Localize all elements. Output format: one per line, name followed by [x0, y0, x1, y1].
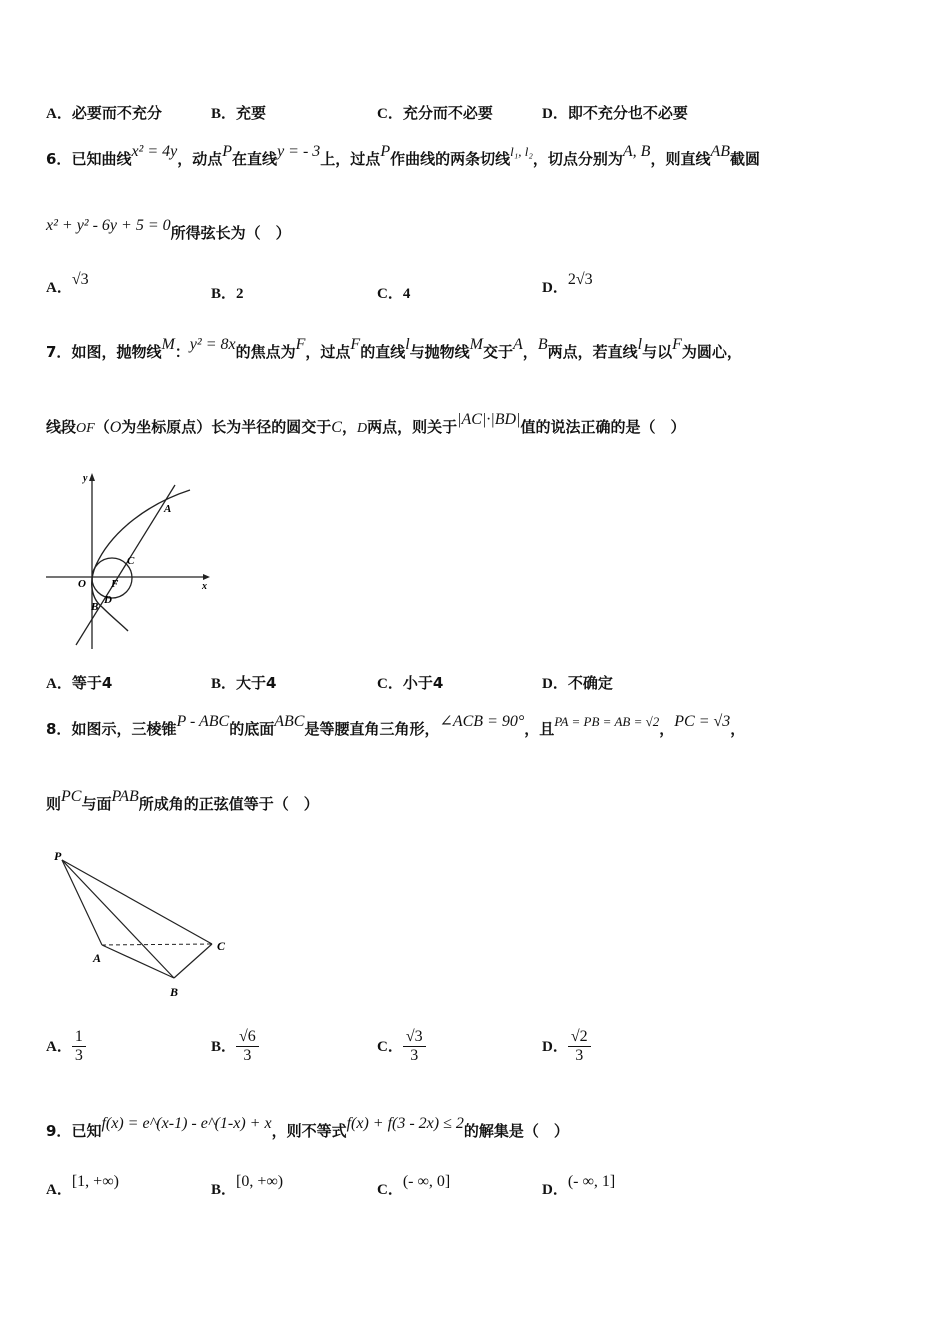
label-d: D [104, 594, 112, 606]
option-label: B． [211, 1039, 237, 1055]
stem-text: 已知 [71, 1122, 102, 1140]
math-pyramid: P - ABC [176, 713, 230, 730]
q6-stem-line2 [46, 217, 291, 243]
math-pc: PC [61, 788, 82, 805]
question-number: 7． [46, 343, 72, 361]
label-x: x [202, 581, 207, 592]
stem-text: 两点，则关于 [367, 418, 458, 436]
stem-text: 的底面 [229, 720, 275, 738]
q6-option-d[interactable] [542, 271, 593, 297]
stem-text: （ [94, 418, 110, 436]
stem-text: ： [174, 343, 190, 361]
option-label: D． [542, 1182, 568, 1198]
stem-text: 所得弦长为（ ） [170, 224, 291, 242]
q8-option-b[interactable] [211, 1028, 259, 1065]
math-function: f(x) = e^(x-1) - e^(1-x) + x [101, 1115, 272, 1132]
option-label: A． [46, 280, 72, 296]
stem-text: 交于 [483, 343, 514, 361]
label-o: O [78, 578, 86, 590]
label-a: A [164, 503, 172, 515]
edge-pc [62, 860, 212, 944]
question-number: 6． [46, 150, 72, 168]
option-label: A． [46, 1182, 72, 1198]
option-text: 等于4 [71, 674, 113, 692]
math-b: B [537, 336, 548, 353]
parabola-curve [92, 490, 190, 631]
stem-text: 与面 [81, 795, 112, 813]
option-label: C． [377, 106, 403, 122]
option-text: 小于4 [402, 674, 444, 692]
stem-text: 如图示，三棱锥 [71, 720, 177, 738]
stem-text: 已知曲线 [71, 150, 132, 168]
math-c: C [331, 419, 342, 436]
math-ab-line: AB [710, 143, 730, 160]
q6-stem-line1 [46, 143, 761, 169]
option-label: D． [542, 676, 568, 692]
option-label: B． [211, 286, 237, 302]
numerator: √6 [236, 1028, 259, 1047]
math-f: F [295, 336, 306, 353]
denominator: 3 [410, 1047, 419, 1064]
fraction [72, 1028, 86, 1065]
label-y: y [83, 473, 88, 484]
q5-option-a[interactable] [46, 102, 162, 123]
math-of: OF [76, 421, 95, 436]
math-d: D [356, 421, 368, 436]
math-line: y = - 3 [277, 143, 321, 160]
q7-option-d[interactable] [542, 672, 613, 693]
q7-stem-line1 [46, 336, 742, 362]
math-curve: x² = 4y [131, 143, 178, 160]
option-value: √3 [71, 271, 89, 288]
q8-option-c[interactable] [377, 1028, 426, 1065]
q6-option-a[interactable] [46, 271, 89, 297]
option-label: A． [46, 676, 72, 692]
q8-stem-line2 [46, 788, 319, 814]
option-value: 2 [236, 286, 244, 302]
q5-option-b[interactable] [211, 102, 266, 123]
math-pab: PAB [111, 788, 139, 805]
option-value: 2√3 [567, 271, 593, 288]
math-p: P [380, 143, 391, 160]
math-f: F [350, 336, 361, 353]
q8-figure [44, 840, 244, 1005]
option-label: C． [377, 1039, 403, 1055]
math-angle: ∠ACB = 90° [439, 713, 525, 730]
option-value: (- ∞, 1] [567, 1173, 616, 1190]
stem-text: ，动点 [177, 150, 223, 168]
stem-text: 的焦点为 [235, 343, 296, 361]
edge-pb [62, 860, 174, 978]
stem-text: ， [522, 343, 538, 361]
option-text: 不确定 [567, 674, 613, 692]
q7-figure [40, 465, 220, 655]
stem-text: ，过点 [305, 343, 351, 361]
option-text: 充分而不必要 [402, 104, 493, 122]
stem-text: 为坐标原点）长为半径的圆交于 [121, 418, 332, 436]
edge-pa [62, 860, 102, 945]
y-axis-arrow [89, 473, 95, 481]
q6-option-b[interactable] [211, 282, 244, 303]
stem-text: ，切点分别为 [532, 150, 623, 168]
option-label: B． [211, 1182, 237, 1198]
stem-text: 在直线 [232, 150, 278, 168]
edge-bc [174, 944, 212, 978]
stem-text: 值的说法正确的是（ ） [520, 418, 686, 436]
q7-option-b[interactable] [211, 672, 276, 693]
label-c: C [127, 555, 135, 567]
label-b: B [91, 601, 99, 613]
stem-text: 两点，若直线 [547, 343, 638, 361]
x-axis-arrow [203, 574, 210, 580]
option-label: C． [377, 286, 403, 302]
stem-text: 作曲线的两条切线 [390, 150, 511, 168]
q5-option-d[interactable] [542, 102, 688, 123]
q7-option-c[interactable] [377, 672, 443, 693]
stem-text: ，则直线 [650, 150, 711, 168]
stem-text: 的直线 [360, 343, 406, 361]
option-label: A． [46, 1039, 72, 1055]
numerator: √3 [403, 1028, 426, 1047]
math-parabola: y² = 8x [189, 336, 236, 353]
math-p: P [222, 143, 233, 160]
stem-text: 是等腰直角三角形， [304, 720, 440, 738]
q7-option-a[interactable] [46, 672, 112, 693]
q5-option-c[interactable] [377, 102, 493, 123]
denominator: 3 [74, 1047, 83, 1064]
math-l: l [637, 336, 643, 353]
option-label: C． [377, 676, 403, 692]
fraction [568, 1028, 591, 1065]
math-f: F [672, 336, 682, 353]
stem-text: 上，过点 [320, 150, 381, 168]
q9-option-c[interactable] [377, 1173, 451, 1199]
stem-text: 与抛物线 [409, 343, 470, 361]
numerator: 1 [72, 1028, 86, 1047]
option-label: C． [377, 1182, 403, 1198]
q8-stem-line1 [46, 713, 746, 739]
option-text: 即不充分也不必要 [567, 104, 688, 122]
q9-option-b[interactable] [211, 1173, 284, 1199]
math-lengths: PA = PB = AB = √2 [554, 714, 660, 729]
q9-option-d[interactable] [542, 1173, 616, 1199]
math-tangents: l₁, l₂ [510, 144, 533, 159]
math-pc: PC = √3 [674, 713, 731, 730]
option-label: D． [542, 280, 568, 296]
denominator: 3 [243, 1047, 252, 1064]
stem-text: 截圆 [730, 150, 761, 168]
question-number: 9． [46, 1122, 72, 1140]
stem-text: ， [730, 720, 746, 738]
stem-text: 与以 [642, 343, 673, 361]
q8-option-d[interactable] [542, 1028, 591, 1065]
math-inequality: f(x) + f(3 - 2x) ≤ 2 [346, 1115, 464, 1132]
stem-text: ， [659, 720, 675, 738]
edge-ac-hidden [102, 944, 212, 945]
edge-ab [102, 945, 174, 978]
fraction [403, 1028, 426, 1065]
label-b: B [170, 985, 179, 999]
math-a: A [513, 336, 523, 353]
q9-option-a[interactable] [46, 1173, 119, 1199]
option-label: D． [542, 106, 568, 122]
math-ab: A, B [622, 143, 651, 160]
stem-text: ，且 [524, 720, 555, 738]
q6-option-c[interactable] [377, 282, 410, 303]
label-c: C [217, 939, 226, 953]
stem-text: 为圆心， [681, 343, 742, 361]
label-a: A [93, 951, 102, 965]
math-l: l [405, 336, 410, 353]
math-m: M [161, 336, 175, 353]
stem-text: 线段 [46, 418, 77, 436]
math-product: |AC|·|BD| [457, 411, 521, 428]
stem-text: 如图，抛物线 [71, 343, 162, 361]
math-circle: x² + y² - 6y + 5 = 0 [46, 217, 171, 234]
option-label: B． [211, 676, 237, 692]
question-number: 8． [46, 720, 72, 738]
option-value: [0, +∞) [236, 1173, 284, 1190]
option-label: B． [211, 106, 237, 122]
option-value: 4 [402, 286, 411, 302]
stem-text: 的解集是（ ） [463, 1122, 569, 1140]
stem-text: ，则不等式 [271, 1122, 347, 1140]
q9-stem [46, 1115, 569, 1141]
fraction [236, 1028, 259, 1065]
option-value: [1, +∞) [71, 1173, 119, 1190]
q7-stem-line2 [46, 411, 686, 437]
stem-text: 所成角的正弦值等于（ ） [138, 795, 319, 813]
option-text: 大于4 [236, 674, 277, 692]
q8-option-a[interactable] [46, 1028, 86, 1065]
stem-text: ， [341, 418, 357, 436]
option-label: D． [542, 1039, 568, 1055]
option-value: (- ∞, 0] [402, 1173, 451, 1190]
option-label: A． [46, 106, 72, 122]
option-text: 充要 [236, 104, 267, 122]
math-o: O [109, 419, 122, 436]
option-text: 必要而不充分 [71, 104, 162, 122]
math-m: M [469, 336, 483, 353]
label-f: F [111, 578, 119, 590]
stem-text: 则 [46, 795, 62, 813]
line-l [76, 485, 175, 645]
numerator: √2 [568, 1028, 591, 1047]
denominator: 3 [575, 1047, 584, 1064]
label-p: P [54, 849, 62, 863]
math-abc: ABC [274, 713, 305, 730]
